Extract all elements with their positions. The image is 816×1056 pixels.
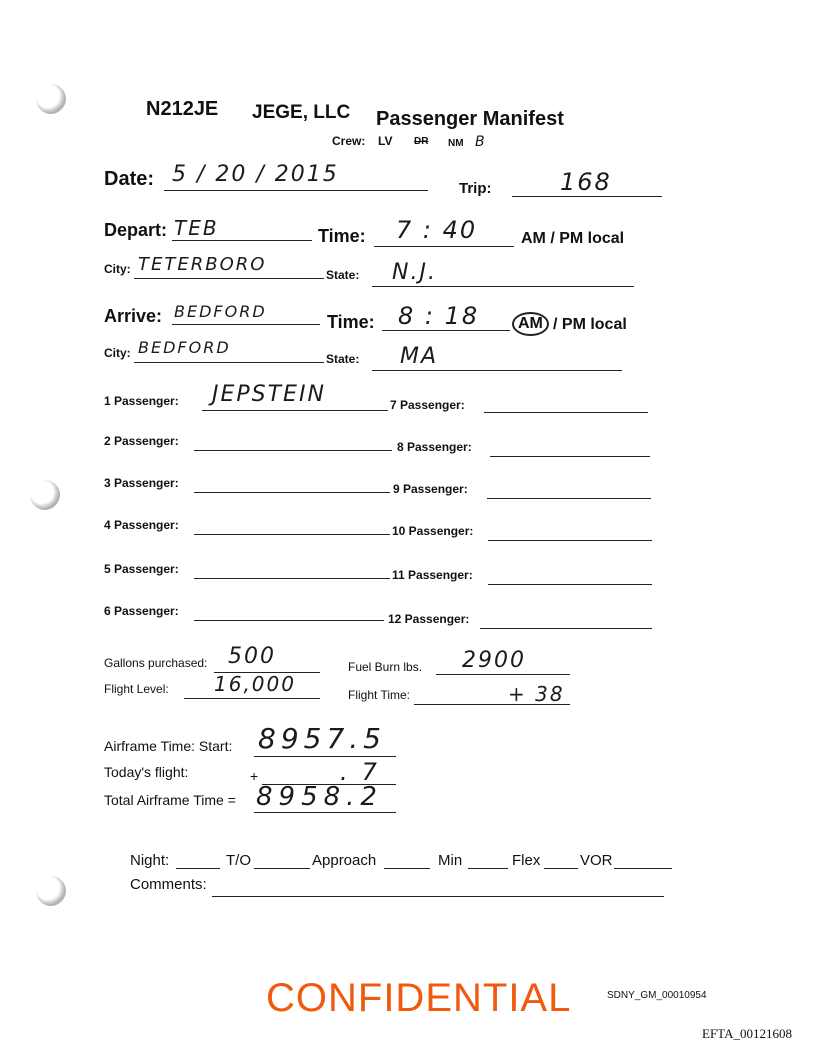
comments-line [212, 896, 664, 897]
crew-dr: DR [414, 136, 429, 147]
depart-state-value: N.J. [392, 260, 437, 285]
depart-value: TEB [174, 216, 219, 240]
depart-city-value: TETERBORO [138, 254, 267, 275]
arrive-pm-label: / PM local [553, 316, 627, 333]
passenger-line-1 [202, 410, 388, 411]
vor-line [614, 868, 672, 869]
passenger-line-12 [480, 628, 652, 629]
depart-label: Depart: [104, 220, 168, 240]
airframe-start-line [254, 756, 396, 757]
passenger-line-7 [484, 412, 648, 413]
trip-line [512, 196, 662, 197]
airframe-start-value: 8957.5 [258, 722, 386, 755]
flight-level-value: 16,000 [214, 672, 296, 696]
efta-number: EFTA_00121608 [702, 1026, 792, 1041]
night-label: Night: [130, 852, 170, 869]
passenger-label-2: 2 Passenger: [104, 434, 179, 448]
flex-label: Flex [512, 852, 541, 869]
depart-city-label: City: [104, 262, 131, 276]
crew-nm-mark: B [475, 134, 487, 150]
punch-hole-top [36, 84, 66, 114]
crew-label: Crew: [332, 134, 366, 148]
vor-label: VOR [580, 852, 613, 869]
crew-lv: LV [378, 134, 393, 148]
depart-city-line [134, 278, 324, 279]
takeoff-label: T/O [226, 852, 251, 869]
date-value: 5 / 20 / 2015 [172, 162, 339, 187]
arrive-city-label: City: [104, 346, 131, 360]
document-title: Passenger Manifest [376, 108, 564, 130]
arrive-label: Arrive: [104, 306, 163, 326]
passenger-label-1: 1 Passenger: [104, 394, 179, 408]
depart-ampm: AM / PM local [521, 230, 625, 247]
confidential-stamp: CONFIDENTIAL [266, 976, 572, 1020]
gallons-value: 500 [228, 644, 276, 669]
passenger-line-8 [490, 456, 650, 457]
arrive-value: BEDFORD [174, 302, 267, 321]
flight-level-label: Flight Level: [104, 682, 169, 696]
passenger-label-9: 9 Passenger: [393, 482, 468, 496]
passenger-line-11 [488, 584, 652, 585]
arrive-am-circled: AM [512, 312, 549, 336]
arrive-line [172, 324, 320, 325]
date-line [164, 190, 428, 191]
passenger-label-6: 6 Passenger: [104, 604, 179, 618]
fuel-burn-line [436, 674, 570, 675]
date-label: Date: [104, 168, 155, 190]
depart-line [172, 240, 312, 241]
depart-time-value: 7 : 40 [396, 216, 478, 244]
flight-time-value: + 38 [508, 682, 565, 706]
depart-state-line [372, 286, 634, 287]
approach-label: Approach [312, 852, 377, 869]
crew-nm: NM [448, 138, 464, 149]
arrive-state-label: State: [326, 352, 360, 366]
passenger-line-2 [194, 450, 392, 451]
arrive-city-value: BEDFORD [138, 338, 231, 357]
passenger-label-3: 3 Passenger: [104, 476, 179, 490]
min-label: Min [438, 852, 463, 869]
punch-hole-middle [30, 480, 60, 510]
airframe-start-label: Airframe Time: Start: [104, 738, 233, 754]
todays-flight-label: Today's flight: [104, 764, 189, 780]
gallons-label: Gallons purchased: [104, 656, 208, 670]
company-name: JEGE, LLC [252, 102, 351, 123]
arrive-time-label: Time: [327, 312, 375, 332]
flight-time-label: Flight Time: [348, 688, 411, 702]
depart-state-label: State: [326, 268, 360, 282]
arrive-time-line [382, 330, 510, 331]
total-airframe-line [254, 812, 396, 813]
comments-label: Comments: [130, 876, 207, 893]
fuel-burn-value: 2900 [462, 648, 526, 673]
fuel-burn-label: Fuel Burn lbs. [348, 660, 423, 674]
depart-time-line [374, 246, 514, 247]
trip-label: Trip: [459, 180, 492, 197]
todays-flight-value: .7 [340, 758, 391, 786]
passenger-1-value: JEPSTEIN [212, 382, 326, 407]
bates-number: SDNY_GM_00010954 [607, 990, 707, 1001]
passenger-line-6 [194, 620, 384, 621]
arrive-city-line [134, 362, 324, 363]
todays-flight-plus: + [250, 768, 259, 784]
tail-number: N212JE [146, 98, 219, 120]
passenger-label-10: 10 Passenger: [392, 524, 474, 538]
arrive-state-line [372, 370, 622, 371]
approach-line [384, 868, 430, 869]
trip-value: 168 [560, 168, 612, 196]
passenger-line-5 [194, 578, 390, 579]
passenger-label-12: 12 Passenger: [388, 612, 470, 626]
passenger-line-3 [194, 492, 390, 493]
depart-time-label: Time: [318, 226, 366, 246]
passenger-label-5: 5 Passenger: [104, 562, 179, 576]
passenger-label-8: 8 Passenger: [397, 440, 472, 454]
passenger-line-9 [487, 498, 651, 499]
flight-level-line [184, 698, 320, 699]
min-line [468, 868, 508, 869]
punch-hole-bottom [36, 876, 66, 906]
arrive-state-value: MA [400, 344, 439, 369]
passenger-label-7: 7 Passenger: [390, 398, 465, 412]
passenger-line-4 [194, 534, 390, 535]
total-airframe-value: 8958.2 [256, 782, 383, 812]
takeoff-line [254, 868, 310, 869]
flex-line [544, 868, 578, 869]
passenger-line-10 [488, 540, 652, 541]
night-line [176, 868, 220, 869]
arrive-time-value: 8 : 18 [398, 302, 480, 330]
total-airframe-label: Total Airframe Time = [104, 792, 236, 808]
passenger-label-11: 11 Passenger: [392, 568, 473, 582]
passenger-label-4: 4 Passenger: [104, 518, 179, 532]
